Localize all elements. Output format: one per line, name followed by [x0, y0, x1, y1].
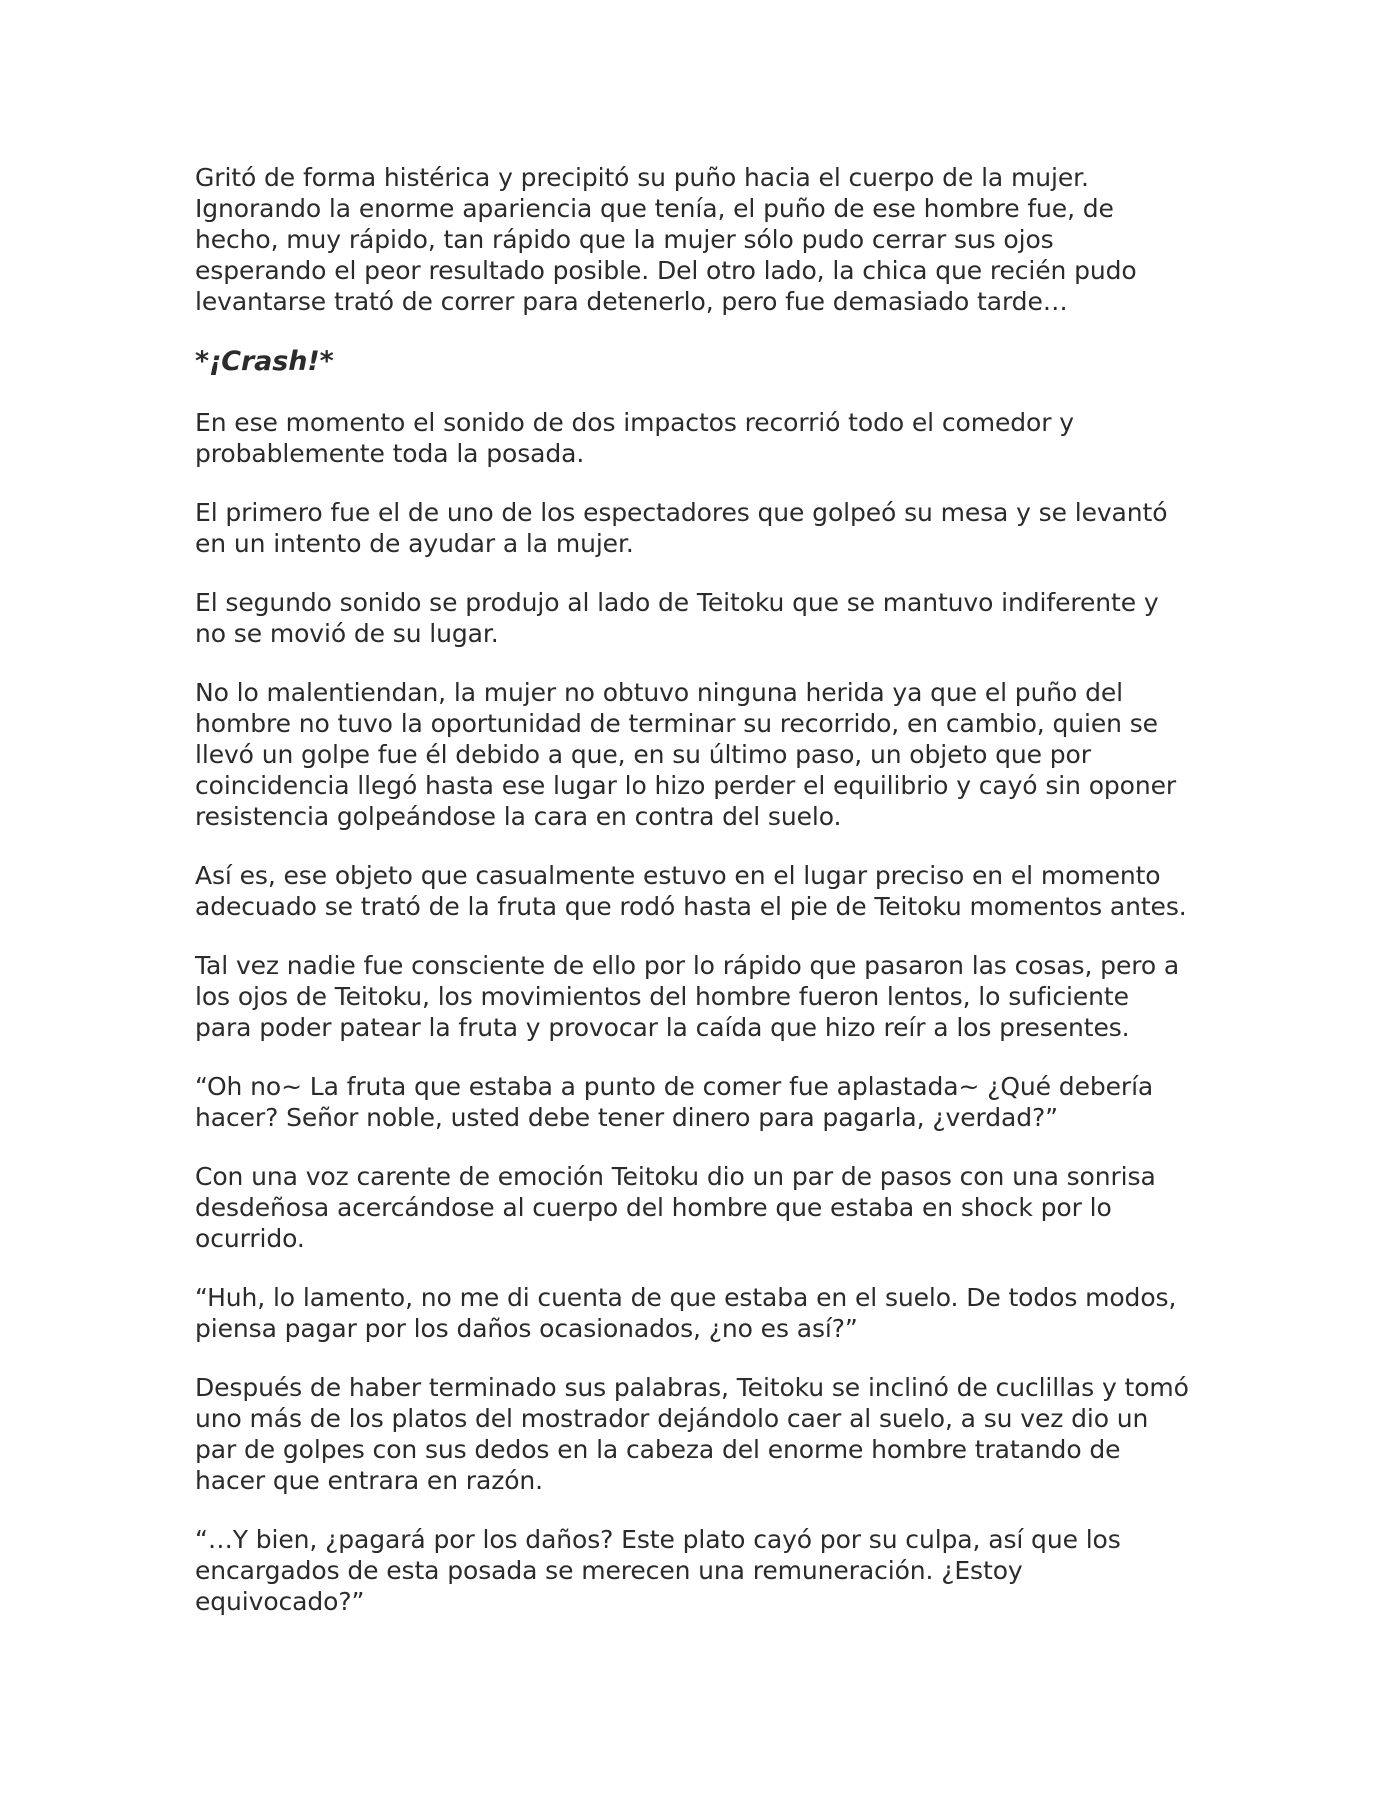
text-line: adecuado se trató de la fruta que rodó hasta el pie de Teitoku momentos antes.: [195, 892, 1187, 921]
text-line: uno más de los platos del mostrador dejándolo caer al suelo, a su vez dio un: [195, 1404, 1149, 1433]
paragraph-4: [195, 497, 1220, 559]
text-line: esperando el peor resultado posible. Del otro lado, la chica que recién pudo: [195, 256, 1137, 285]
text-line: probablemente toda la posada.: [195, 439, 585, 468]
text-line: para poder patear la fruta y provocar la caída que hizo reír a los presentes.: [195, 1013, 1130, 1042]
text-line: levantarse trató de correr para detenerlo, pero fue demasiado tarde…: [195, 287, 1068, 316]
text-line: par de golpes con sus dedos en la cabeza del enorme hombre tratando de: [195, 1435, 1121, 1464]
paragraph-11: [195, 1282, 1220, 1344]
paragraph-5: [195, 587, 1220, 649]
text-line: Con una voz carente de emoción Teitoku dio un par de pasos con una sonrisa: [195, 1162, 1156, 1191]
text-line: Tal vez nadie fue consciente de ello por lo rápido que pasaron las cosas, pero a: [195, 951, 1180, 980]
paragraph-1: [195, 162, 1220, 317]
text-line: los ojos de Teitoku, los movimientos del hombre fueron lentos, lo suficiente: [195, 982, 1129, 1011]
text-line: hecho, muy rápido, tan rápido que la mujer sólo pudo cerrar sus ojos: [195, 225, 1054, 254]
text-line: “…Y bien, ¿pagará por los daños? Este plato cayó por su culpa, así que los: [195, 1525, 1121, 1554]
paragraph-12: [195, 1372, 1220, 1496]
text-line: llevó un golpe fue él debido a que, en su último paso, un objeto que por: [195, 740, 1091, 769]
text-line: coincidencia llegó hasta ese lugar lo hizo perder el equilibrio y cayó sin oponer: [195, 771, 1177, 800]
paragraph-10: [195, 1161, 1220, 1254]
paragraph-3: [195, 407, 1220, 469]
paragraph-13: [195, 1524, 1220, 1617]
paragraph-7: [195, 860, 1220, 922]
text-line: Gritó de forma histérica y precipitó su puño hacia el cuerpo de la mujer.: [195, 163, 1089, 192]
text-line: encargados de esta posada se merecen una remuneración. ¿Estoy: [195, 1556, 1023, 1585]
text-line: en un intento de ayudar a la mujer.: [195, 529, 634, 558]
document-body: [195, 162, 1220, 1645]
text-line: El primero fue el de uno de los espectadores que golpeó su mesa y se levantó: [195, 498, 1168, 527]
text-line: “Oh no~ La fruta que estaba a punto de comer fue aplastada~ ¿Qué debería: [195, 1072, 1154, 1101]
paragraph-9: [195, 1071, 1220, 1133]
text-line: hombre no tuvo la oportunidad de terminar su recorrido, en cambio, quien se: [195, 709, 1158, 738]
paragraph-6: [195, 677, 1220, 832]
text-line: En ese momento el sonido de dos impactos recorrió todo el comedor y: [195, 408, 1074, 437]
text-line: Ignorando la enorme apariencia que tenía, el puño de ese hombre fue, de: [195, 194, 1114, 223]
text-line: hacer? Señor noble, usted debe tener dinero para pagarla, ¿verdad?”: [195, 1103, 1059, 1132]
text-line: Después de haber terminado sus palabras, Teitoku se inclinó de cuclillas y tomó: [195, 1373, 1189, 1402]
text-line: El segundo sonido se produjo al lado de Teitoku que se mantuvo indiferente y: [195, 588, 1159, 617]
sound-effect-heading: *¡Crash!*: [195, 346, 334, 377]
text-line: Así es, ese objeto que casualmente estuvo en el lugar preciso en el momento: [195, 861, 1161, 890]
text-line: No lo malentiendan, la mujer no obtuvo ninguna herida ya que el puño del: [195, 678, 1123, 707]
text-line: no se movió de su lugar.: [195, 619, 499, 648]
text-line: hacer que entrara en razón.: [195, 1466, 544, 1495]
text-line: resistencia golpeándose la cara en contra del suelo.: [195, 802, 842, 831]
text-line: ocurrido.: [195, 1224, 305, 1253]
text-line: “Huh, lo lamento, no me di cuenta de que estaba en el suelo. De todos modos,: [195, 1283, 1177, 1312]
text-line: equivocado?”: [195, 1587, 365, 1616]
text-line: piensa pagar por los daños ocasionados, ¿no es así?”: [195, 1314, 858, 1343]
paragraph-8: [195, 950, 1220, 1043]
text-line: desdeñosa acercándose al cuerpo del hombre que estaba en shock por lo: [195, 1193, 1112, 1222]
